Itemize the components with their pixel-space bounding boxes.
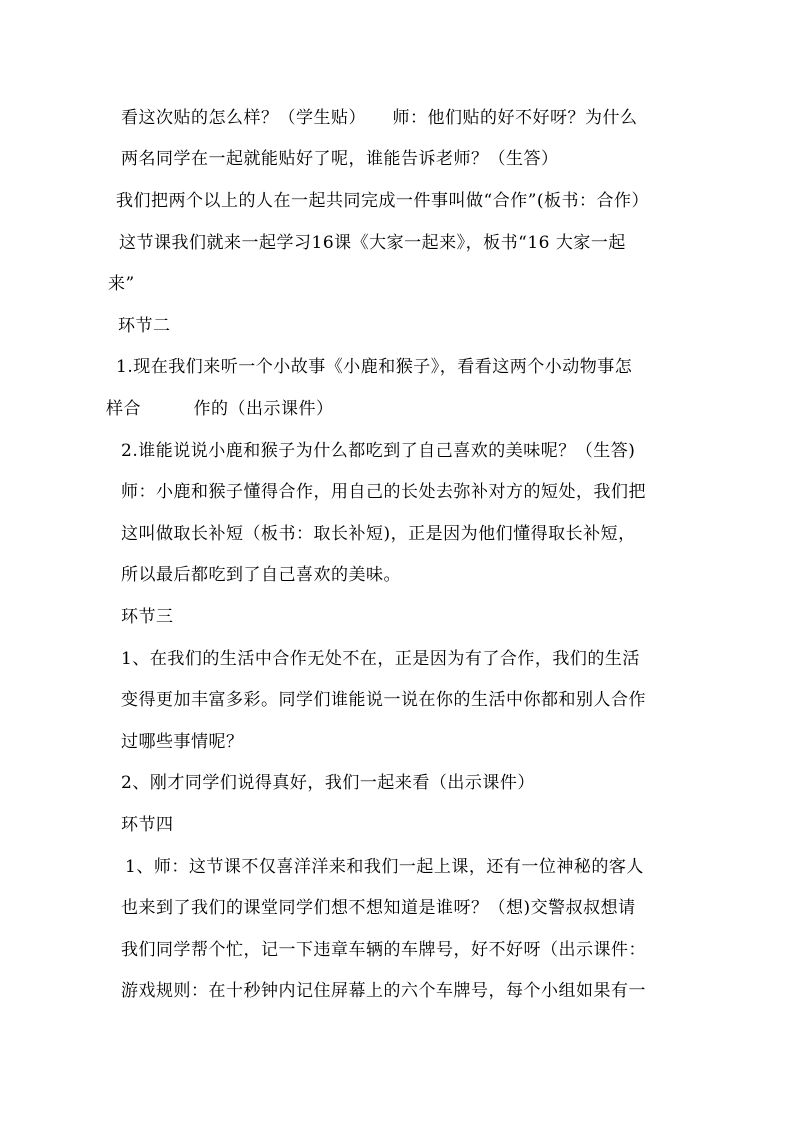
text-line: 来” (108, 274, 135, 294)
text-line: 这节课我们就来一起学习16课《大家一起来》，板书“16 大家一起 (119, 233, 626, 253)
text-line: 两名同学在一起就能贴好了呢，谁能告诉老师？（生答） (121, 149, 559, 169)
text-line: 我们同学帮个忙，记一下违章车辆的车牌号，好不好呀（出示课件： (121, 940, 646, 960)
section-heading: 环节四 (121, 815, 174, 835)
text-line: 1.现在我们来听一个小故事《小鹿和猴子》，看看这两个小动物事怎 (116, 357, 633, 377)
text-line: 1、在我们的生活中合作无处不在，正是因为有了合作，我们的生活 (121, 649, 640, 669)
text-line: 看这次贴的怎么样？（学生贴） 师：他们贴的好不好呀？为什么 (121, 108, 638, 128)
text-line: 过哪些事情呢？ (121, 732, 244, 752)
text-line: 样合 作的（出示课件） (106, 399, 334, 419)
section-heading: 环节三 (121, 607, 174, 627)
text-line: 这叫做取长补短（板书：取长补短)，正是因为他们懂得取长补短， (121, 524, 636, 544)
text-line: 也来到了我们的课堂同学们想不想知道是谁呀？（想)交警叔叔想请 (121, 898, 636, 918)
text-line: 1、师：这节课不仅喜洋洋来和我们一起上课，还有一位神秘的客人 (125, 857, 644, 877)
section-heading: 环节二 (118, 316, 171, 336)
text-line: 2、刚才同学们说得真好，我们一起来看（出示课件） (121, 773, 535, 793)
text-line: 师：小鹿和猴子懂得合作，用自己的长处去弥补对方的短处，我们把 (121, 482, 646, 502)
text-line: 我们把两个以上的人在一起共同完成一件事叫做“合作”(板书：合作） (116, 191, 650, 211)
text-line: 所以最后都吃到了自己喜欢的美味。 (121, 565, 401, 585)
text-line: 游戏规则：在十秒钟内记住屏幕上的六个车牌号，每个小组如果有一 (121, 981, 646, 1001)
text-line: 2.谁能说说小鹿和猴子为什么都吃到了自己喜欢的美味呢？（生答) (121, 441, 636, 461)
text-line: 变得更加丰富多彩。同学们谁能说一说在你的生活中你都和别人合作 (121, 690, 646, 710)
